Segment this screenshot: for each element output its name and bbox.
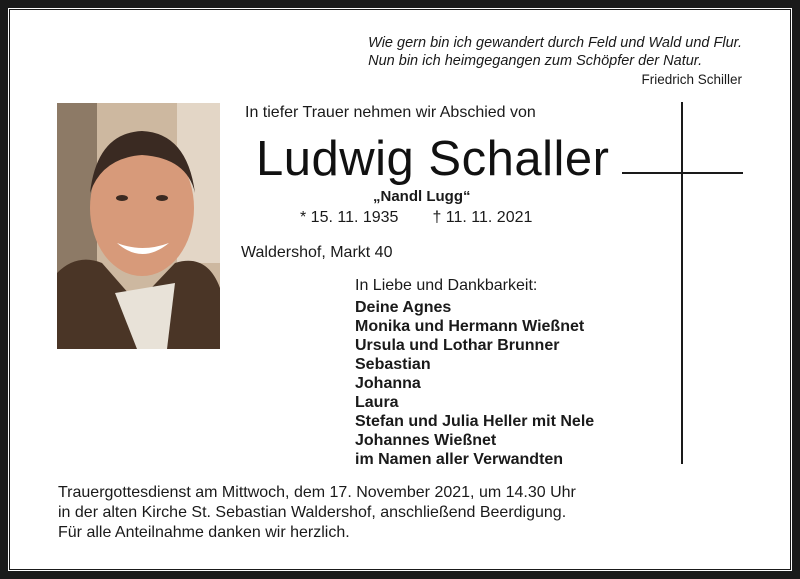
list-item: Stefan und Julia Heller mit Nele xyxy=(355,413,595,430)
portrait-photo-image xyxy=(57,103,220,349)
service-line-2: in der alten Kirche St. Sebastian Waldershof, anschließend Beerdigung. xyxy=(58,504,567,521)
life-dates xyxy=(300,209,532,227)
list-item: im Namen aller Verwandten xyxy=(355,451,564,468)
list-item: Monika und Hermann Wießnet xyxy=(355,318,585,335)
quote-line-1: Wie gern bin ich gewandert durch Feld und Wald und Flur. xyxy=(368,35,742,51)
deceased-nickname: „Nandl Lugg“ xyxy=(373,188,471,205)
list-item: Deine Agnes xyxy=(355,299,452,316)
portrait-photo xyxy=(57,103,220,349)
intro-text: In tiefer Trauer nehmen wir Abschied von xyxy=(245,104,536,121)
cross-icon-vertical xyxy=(681,102,683,464)
list-item: Johannes Wießnet xyxy=(355,432,497,449)
deceased-address: Waldershof, Markt 40 xyxy=(241,244,393,261)
thanks-heading: In Liebe und Dankbarkeit: xyxy=(355,277,538,294)
list-item: Ursula und Lothar Brunner xyxy=(355,337,560,354)
list-item: Sebastian xyxy=(355,356,431,373)
mourners-list xyxy=(355,298,594,469)
deceased-name: Ludwig Schaller xyxy=(256,132,610,186)
birth-date: * 15. 11. 1935 xyxy=(300,209,399,226)
quote-line-2: Nun bin ich heimgegangen zum Schöpfer der Natur. xyxy=(368,53,703,69)
list-item: Johanna xyxy=(355,375,421,392)
list-item: Laura xyxy=(355,394,399,411)
closing-text: Für alle Anteilnahme danken wir herzlich. xyxy=(58,524,350,541)
poem-quote xyxy=(368,34,742,70)
funeral-service-info xyxy=(58,483,576,523)
service-line-1: Trauergottesdienst am Mittwoch, dem 17. November 2021, um 14.30 Uhr xyxy=(58,484,576,501)
quote-author: Friedrich Schiller xyxy=(641,72,742,87)
death-date: † 11. 11. 2021 xyxy=(432,209,533,226)
cross-icon-horizontal xyxy=(622,172,743,174)
